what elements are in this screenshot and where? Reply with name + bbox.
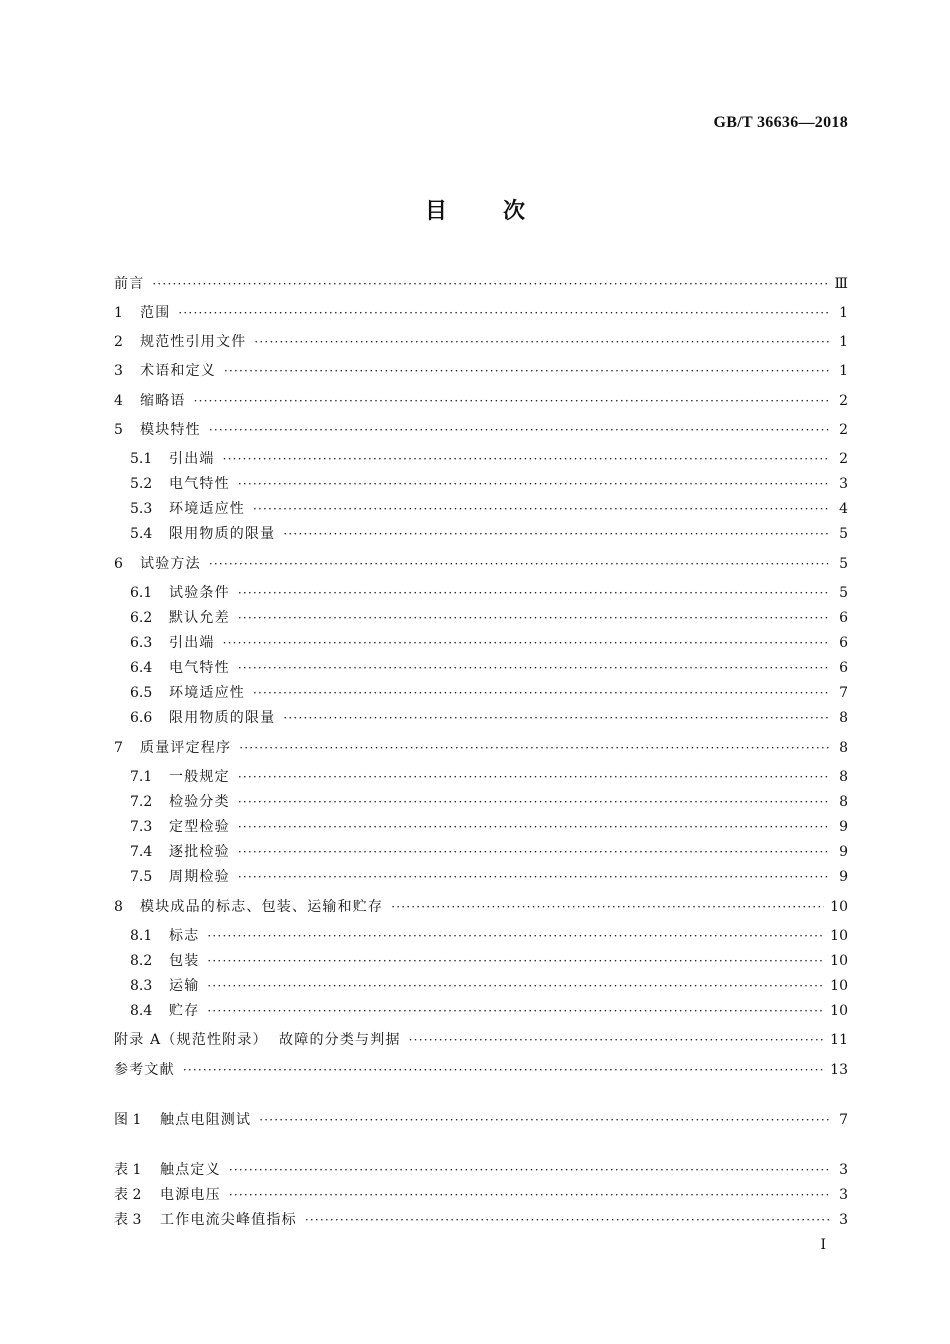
toc-entry-preface[interactable]: 前言 ····· Ⅲ [114, 274, 848, 294]
toc-entry[interactable]: 5 模块特性 ····· 2 [114, 420, 848, 440]
toc-entry[interactable]: 4 缩略语 ····· 2 [114, 391, 848, 411]
toc-entry-figure[interactable]: 图 1 触点电阻测试 ····· 7 [114, 1110, 848, 1130]
toc-entry-references[interactable]: 参考文献 ····· 13 [114, 1060, 848, 1080]
toc-entry[interactable]: 8 模块成品的标志、包装、运输和贮存 ····· 10 [114, 897, 848, 917]
toc-subentry[interactable]: 7.2 检验分类 ····· 8 [130, 792, 848, 812]
toc-entry-table[interactable]: 表 2 电源电压 ····· 3 [114, 1185, 848, 1205]
toc-entry[interactable]: 3 术语和定义 ····· 1 [114, 361, 848, 381]
toc-entry[interactable]: 2 规范性引用文件 ····· 1 [114, 332, 848, 352]
toc-entry[interactable]: 6 试验方法 ····· 5 [114, 554, 848, 574]
toc-subentry[interactable]: 7.5 周期检验 ····· 9 [130, 867, 848, 887]
toc-title: 目次 [424, 199, 581, 224]
toc-subentry[interactable]: 6.1 试验条件 ····· 5 [130, 583, 848, 603]
toc-subentry[interactable]: 5.1 引出端 ····· 2 [130, 449, 848, 469]
toc-subentry[interactable]: 7.1 一般规定 ····· 8 [130, 767, 848, 787]
toc-subentry[interactable]: 8.1 标志 ····· 10 [130, 926, 848, 946]
standard-code: GB/T 36636—2018 [713, 114, 848, 131]
toc-subentry[interactable]: 6.4 电气特性 ····· 6 [130, 658, 848, 678]
toc-entry-appendix-a[interactable]: 附录 A（规范性附录） 故障的分类与判据 ····· 11 [114, 1030, 848, 1050]
page-number: I [820, 1237, 826, 1253]
toc-subentry[interactable]: 6.3 引出端 ····· 6 [130, 633, 848, 653]
toc-subentry[interactable]: 8.2 包装 ····· 10 [130, 951, 848, 971]
toc-subentry[interactable]: 7.4 逐批检验 ····· 9 [130, 842, 848, 862]
toc-subentry[interactable]: 6.6 限用物质的限量 ····· 8 [130, 708, 848, 728]
toc-subentry[interactable]: 5.3 环境适应性 ····· 4 [130, 499, 848, 519]
toc-subentry[interactable]: 7.3 定型检验 ····· 9 [130, 817, 848, 837]
toc-entry-table[interactable]: 表 3 工作电流尖峰值指标 ····· 3 [114, 1210, 848, 1230]
toc-subentry[interactable]: 8.4 贮存 ····· 10 [130, 1001, 848, 1021]
toc-subentry[interactable]: 6.5 环境适应性 ····· 7 [130, 683, 848, 703]
toc-entry[interactable]: 1 范围 ····· 1 [114, 303, 848, 323]
toc-entry-table[interactable]: 表 1 触点定义 ····· 3 [114, 1160, 848, 1180]
toc-subentry[interactable]: 5.2 电气特性 ····· 3 [130, 474, 848, 494]
toc-entry[interactable]: 7 质量评定程序 ····· 8 [114, 738, 848, 758]
toc-subentry[interactable]: 5.4 限用物质的限量 ····· 5 [130, 524, 848, 544]
toc-subentry[interactable]: 8.3 运输 ····· 10 [130, 976, 848, 996]
toc-subentry[interactable]: 6.2 默认允差 ····· 6 [130, 608, 848, 628]
